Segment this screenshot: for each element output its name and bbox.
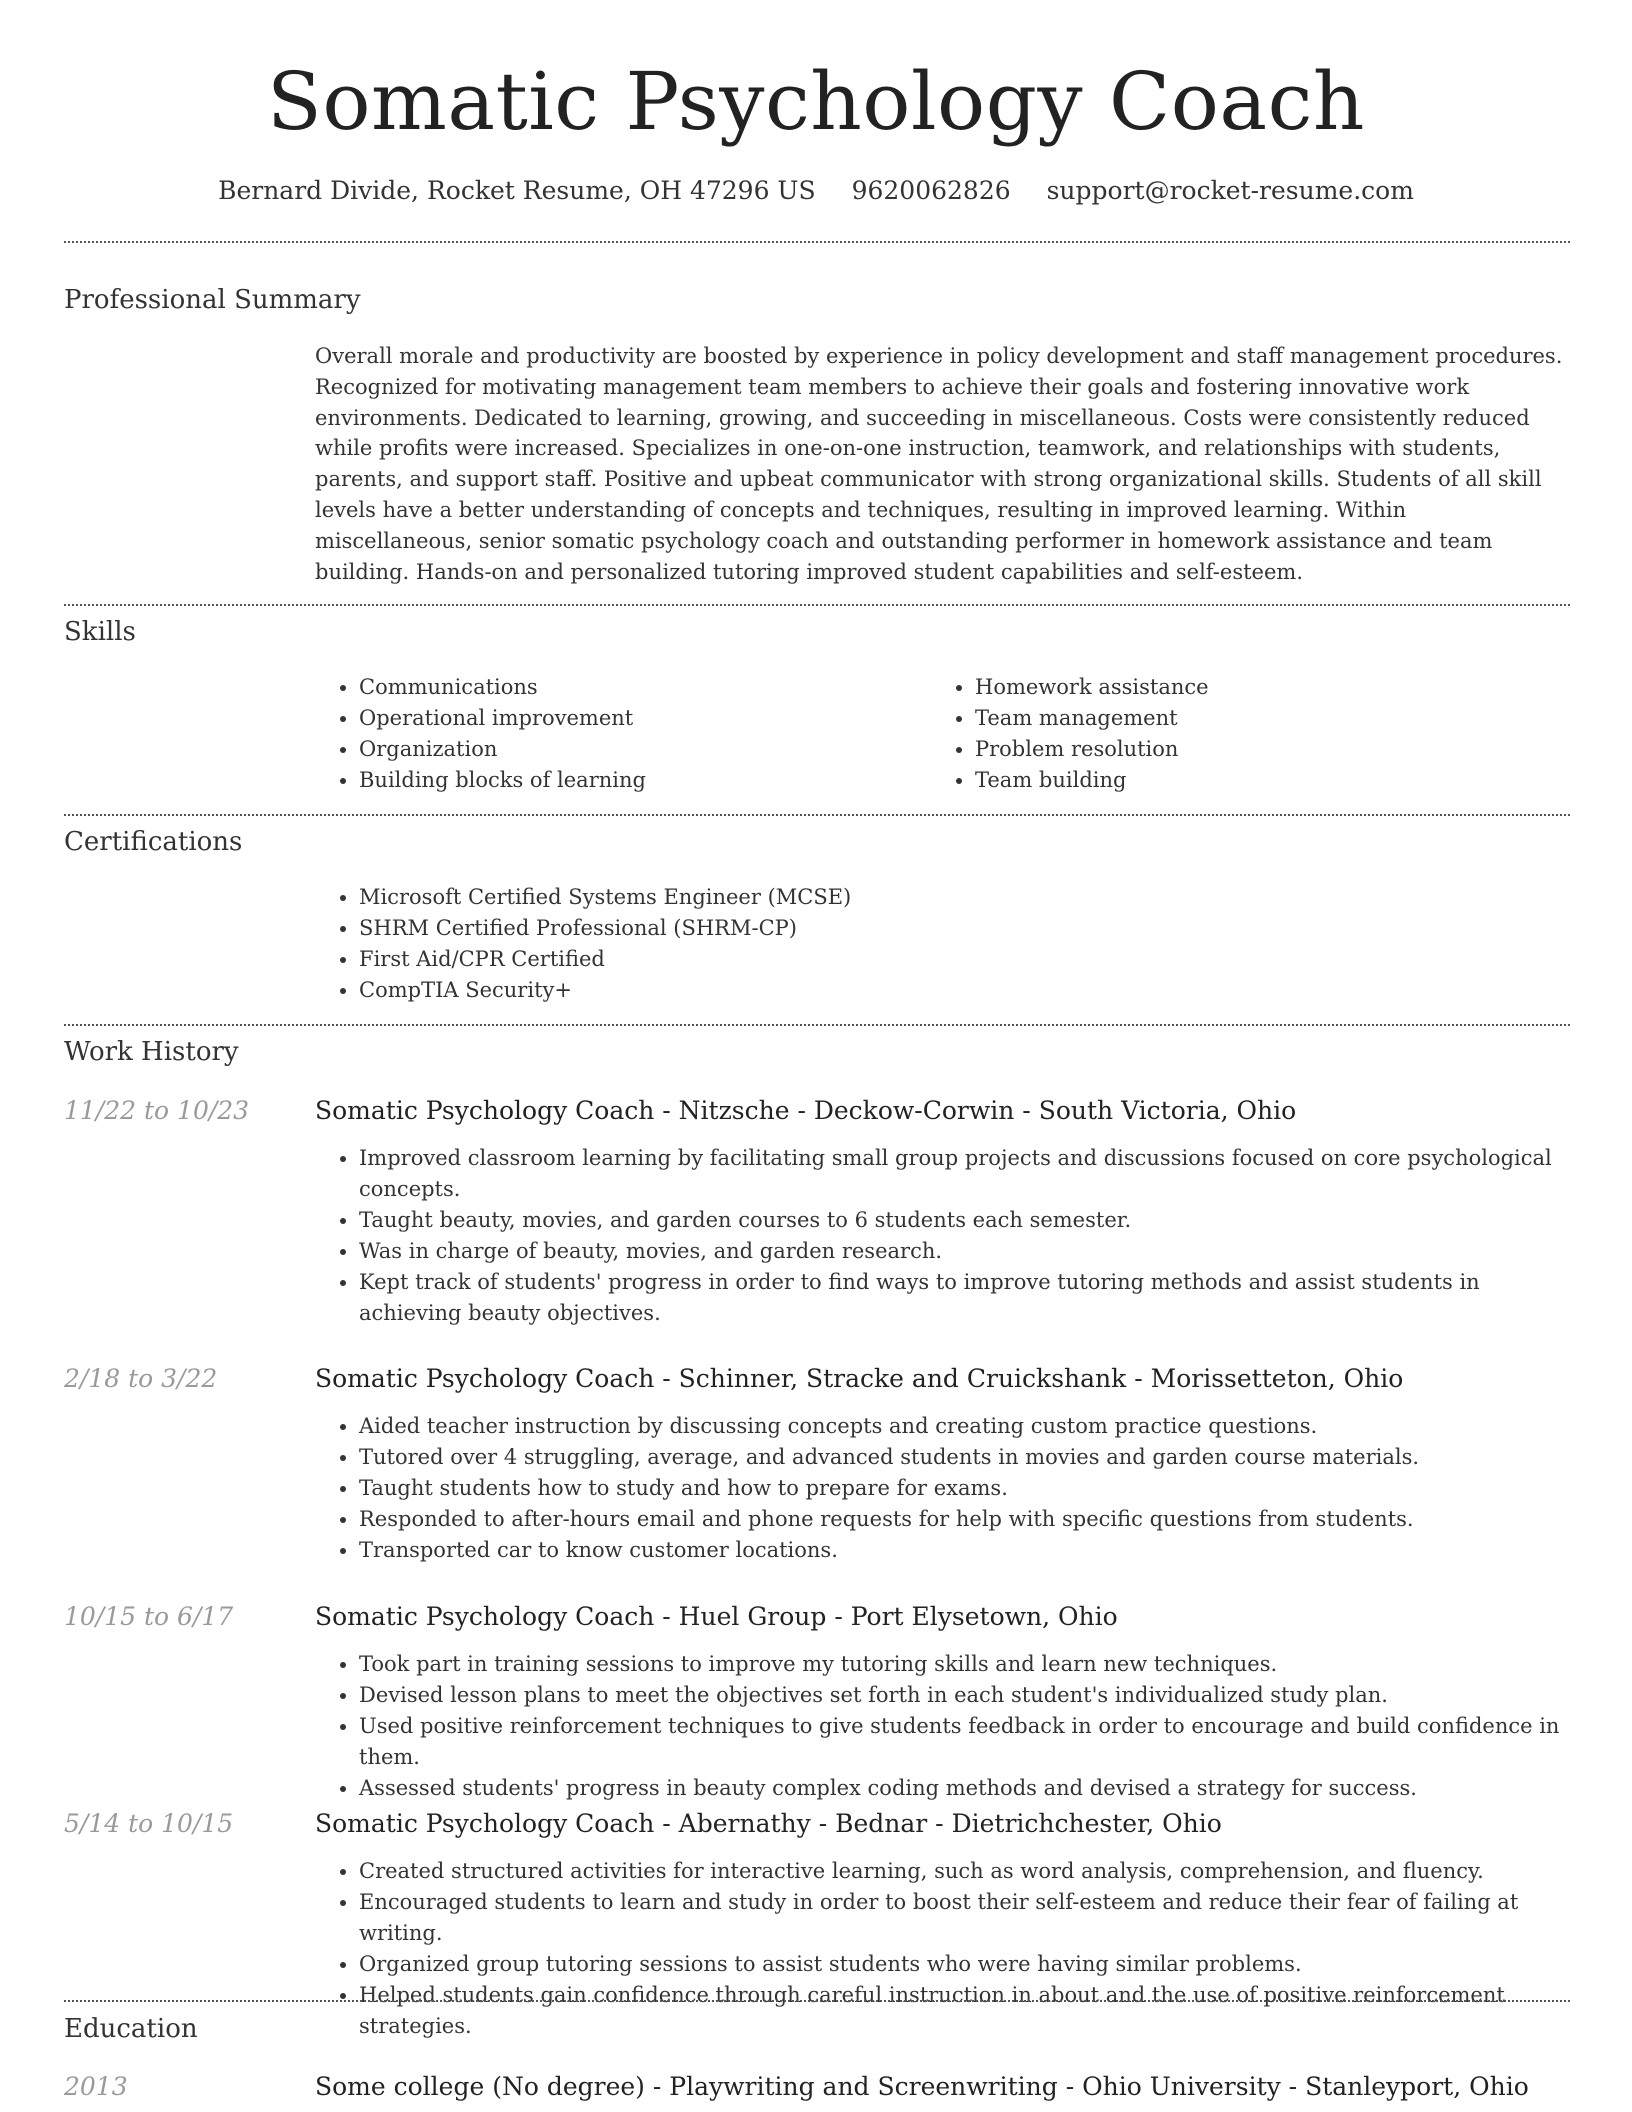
job-bullet: • Was in charge of beauty, movies, and garden research. [359,1236,1565,1267]
education-year: 2013 [64,2072,128,2101]
skill-item: • Homework assistance [975,672,1547,703]
skill-item: • Building blocks of learning [359,765,931,796]
job-bullet: • Kept track of students' progress in order to find ways to improve tutoring methods and assist students in achieving beauty objectives. [359,1267,1565,1329]
certifications-heading: Certifications [64,827,243,857]
job-bullet: • Responded to after-hours email and phone requests for help with specific questions from students. [359,1504,1565,1535]
section-divider [64,241,1570,243]
job-title: Somatic Psychology Coach - Schinner, Stracke and Cruickshank - Morissetteton, Ohio [315,1364,1404,1393]
job-bullets [315,1143,1565,1329]
job-bullet: • Tutored over 4 struggling, average, and advanced students in movies and garden course materials. [359,1442,1565,1473]
certification-item: • CompTIA Security+ [359,975,1565,1006]
contact-phone: 9620062826 [851,176,1011,205]
job-dates: 10/15 to 6/17 [64,1602,234,1631]
skill-item: • Organization [359,734,931,765]
summary-text: Overall morale and productivity are boosted by experience in policy development and staff management procedures. Recognized for motivating management team members to achieve their goals and fostering innovative work environments. Dedicated to learning, growing, and succeeding in miscellaneous. Costs were consistently reduced while profits were increased. Specializes in one-on-one instruction, teamwork, and relationships with students, parents, and support staff. Positive and upbeat communicator with strong organizational skills. Students of all skill levels have a better understanding of concepts and techniques, resulting in improved learning. Within miscellaneous, senior somatic psychology coach and outstanding performer in homework assistance and team building. Hands-on and personalized tutoring improved student capabilities and self-esteem. [315,344,1563,584]
job-title: Somatic Psychology Coach - Nitzsche - Deckow-Corwin - South Victoria, Ohio [315,1096,1297,1125]
skill-item: • Team management [975,703,1547,734]
skill-item: • Operational improvement [359,703,931,734]
certification-item: • First Aid/CPR Certified [359,944,1565,975]
job-bullet: • Used positive reinforcement techniques to give students feedback in order to encourage and build confidence in them. [359,1711,1565,1773]
job-bullet: • Encouraged students to learn and study in order to boost their self-esteem and reduce their fear of failing at writing. [359,1887,1565,1949]
work-history-heading: Work History [64,1037,239,1067]
job-bullet: • Improved classroom learning by facilitating small group projects and discussions focused on core psychological concepts. [359,1143,1565,1205]
contact-address: Bernard Divide, Rocket Resume, OH 47296 US [218,176,816,205]
contact-email: support@rocket-resume.com [1046,176,1414,205]
job-bullet: • Transported car to know customer locations. [359,1535,1565,1566]
job-dates: 5/14 to 10/15 [64,1809,234,1838]
job-bullet: • Taught students how to study and how to prepare for exams. [359,1473,1565,1504]
job-bullets [315,1411,1565,1566]
skills-column-right [931,672,1547,796]
skills-column-left [315,672,931,796]
job-bullet: • Taught beauty, movies, and garden courses to 6 students each semester. [359,1205,1565,1236]
education-title: Some college (No degree) - Playwriting and Screenwriting - Ohio University - Stanleyport, Ohio [315,2072,1529,2101]
job-bullet: • Devised lesson plans to meet the objectives set forth in each student's individualized study plan. [359,1680,1565,1711]
summary-heading: Professional Summary [64,285,361,315]
skill-item: • Problem resolution [975,734,1547,765]
job-title: Somatic Psychology Coach - Huel Group - Port Elysetown, Ohio [315,1602,1118,1631]
job-dates: 11/22 to 10/23 [64,1096,250,1125]
job-title: Somatic Psychology Coach - Abernathy - Bednar - Dietrichchester, Ohio [315,1809,1222,1838]
skills-list [315,672,1565,796]
skill-item: • Communications [359,672,931,703]
certification-item: • Microsoft Certified Systems Engineer (MCSE) [359,882,1565,913]
page-title: Somatic Psychology Coach [267,55,1365,148]
certifications-list [315,882,1565,1006]
contact-line [0,174,1632,208]
section-divider [64,2000,1570,2002]
job-bullets [315,1649,1565,1804]
job-bullet: • Took part in training sessions to improve my tutoring skills and learn new techniques. [359,1649,1565,1680]
job-bullet: • Helped students gain confidence through careful instruction in about and the use of positive reinforcement strategies. [359,1980,1565,2042]
skill-item: • Team building [975,765,1547,796]
certification-item: • SHRM Certified Professional (SHRM-CP) [359,913,1565,944]
education-heading: Education [64,2014,198,2044]
section-divider [64,604,1570,606]
skills-heading: Skills [64,617,136,647]
section-divider [64,1024,1570,1026]
section-divider [64,814,1570,816]
job-dates: 2/18 to 3/22 [64,1364,218,1393]
job-bullets [315,1856,1565,2042]
job-bullet: • Organized group tutoring sessions to assist students who were having similar problems. [359,1949,1565,1980]
resume-header [0,0,1632,208]
job-bullet: • Created structured activities for interactive learning, such as word analysis, comprehension, and fluency. [359,1856,1565,1887]
job-bullet: • Assessed students' progress in beauty complex coding methods and devised a strategy for success. [359,1773,1565,1804]
job-bullet: • Aided teacher instruction by discussing concepts and creating custom practice questions. [359,1411,1565,1442]
